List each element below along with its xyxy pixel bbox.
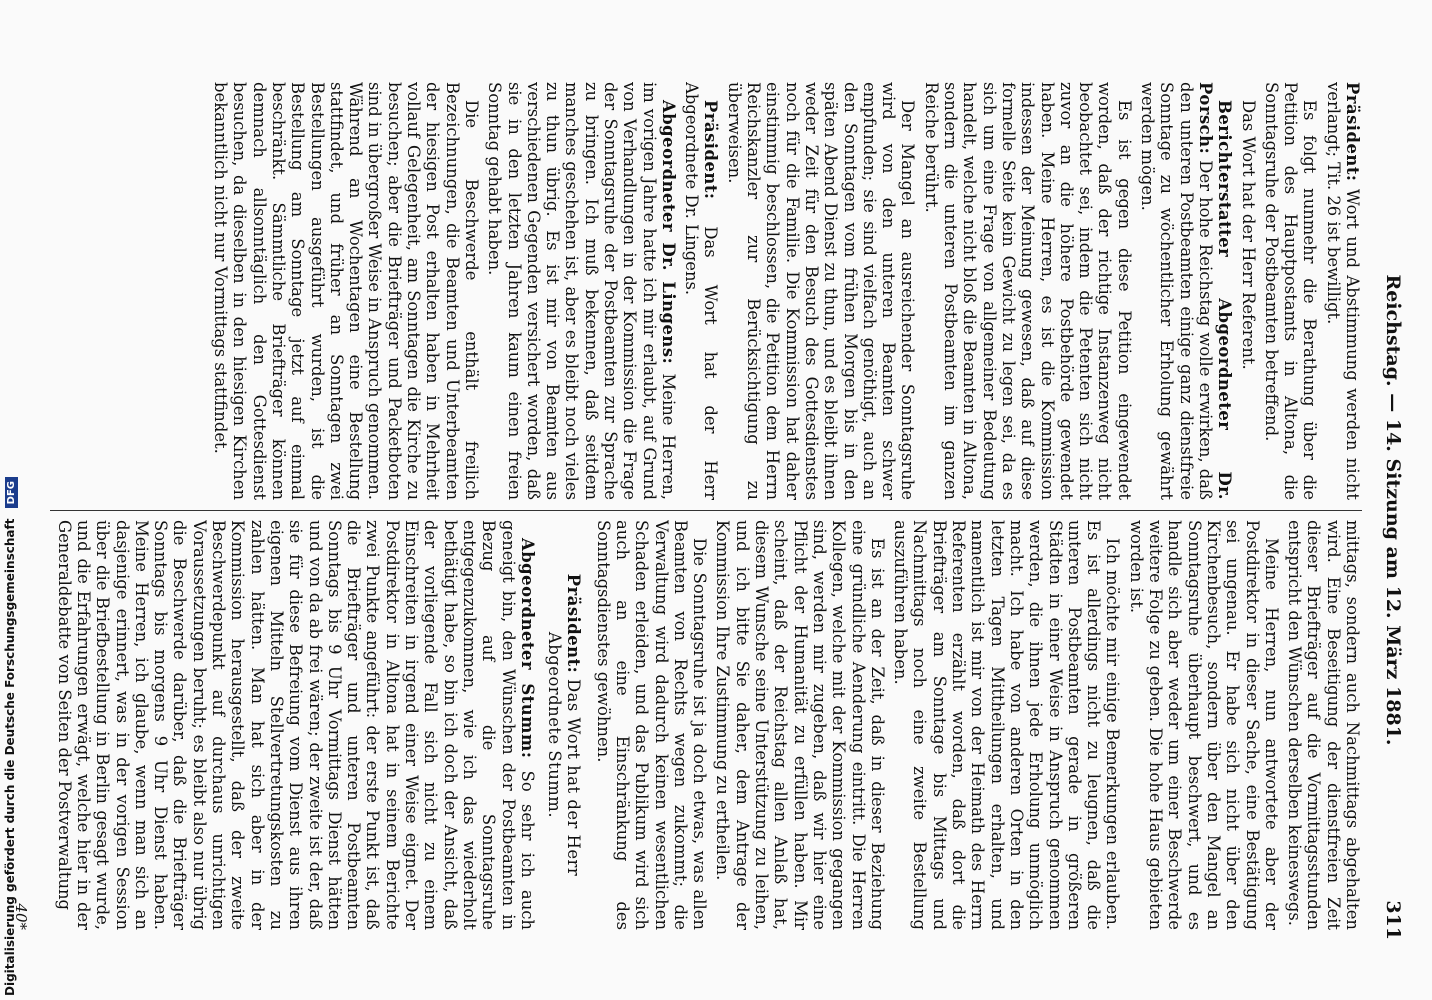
speaker-name: Berichterstatter Abgeordneter Dr. Porsch: bbox=[1195, 82, 1235, 500]
speaker-name: Abgeordneter Stumm: bbox=[517, 538, 537, 759]
speaker-name: Abgeordneter Dr. Lingens: bbox=[658, 100, 678, 365]
running-head bbox=[1378, 80, 1404, 940]
left-paragraph bbox=[1262, 82, 1320, 500]
right-paragraph bbox=[1285, 520, 1362, 930]
paragraph-text: Ich möchte mir einige Bemerkungen erlauben. Es ist allerdings nicht zu leugnen, daß die unteren Postbeamten gerade in größeren Städten in einer Weise in Anspruch genommen werden, die ihnen jede Erholung unmöglich macht. Ich habe von anderen Orten in den letzten Tagen Mittheilungen erhalten, und namentlich ist mir von der Heimath des Herrn Referenten erzählt worden, daß dort die Briefträger am Sonntage bis Mittags und Nachmittags noch eine zweite Bestellung auszuführen haben. bbox=[891, 520, 1123, 930]
speaker-name: Präsident: bbox=[701, 100, 721, 200]
paragraph-text: Es ist gegen diese Petition eingewendet worden, daß der richtige Instanzenweg nicht beobachtet sei, indem die Petenten sich nicht zuvor an die höhere Postbehörde gewendet haben. Meine Herren, es ist die Kommission indessen der Meinung gewesen, daß auf diese formelle Seite kein Gewicht zu legen sei, da es sich um eine Frage von allgemeiner Bedeutung handelt, welche nicht bloß die Beamten in Altona, sondern die unteren Postbeamten im ganzen Reiche berührt. bbox=[921, 82, 1134, 500]
column-divider bbox=[50, 510, 1362, 511]
left-paragraph bbox=[485, 82, 678, 500]
digitization-credit bbox=[2, 396, 22, 996]
paragraph-text: Die Beschwerde enthält freilich Bezeichnungen, die Beamten und Unterbeamten der hiesigen Post erhalten haben in Mehrheit vollauf Gelegenheit, am Sonntagen die Kirche zu besuchen; aber die Briefträger und Packetboten sind in übergroßer Weise in Anspruch genommen. Während an Wochentagen eine Bestellung stattfindet, und früher an Sonntagen zwei Bestellungen ausgeführt wurden, ist die Bestellung am Sonntage jetzt auf einmal beschränkt. Sämmtliche Briefträger können demnach allsonntäglich den Gottesdienst besuchen, da dieselben in den hiesigen Kirchen bekanntlich nicht nur Vormittags stattfindet. bbox=[211, 82, 481, 500]
paragraph-text: Es ist an der Zeit, daß in dieser Beziehung eine gründliche Aenderung eintritt. Die Herren Kollegen, welche mit der Kommission gegangen sind, werden mir zugeben, daß wir hier eine Pflicht der Humanität zu erfüllen haben. Mir scheint, daß der Reichstag allen Anlaß hat, diesem Wunsche seine Unterstützung zu leihen, und ich bitte Sie daher, dem Antrage der Kommission Ihre Zustimmung zu ertheilen. bbox=[713, 520, 887, 930]
left-paragraph bbox=[211, 82, 481, 500]
paragraph-text: Wort und Abstimmung werden nicht verlangt; Tit. 26 ist bewilligt. bbox=[1323, 82, 1362, 500]
paragraph-text: Meine Herren, nun antwortete aber der Postdirektor in dieser Sache, eine Bestätigung sei ungenau. Er habe sich nicht über den Kirchenbesuch, sondern über den Mangel an Sonntagsruhe überhaupt beschwert, und es handle sich aber weder um einer Beschwerde weitere Folge zu geben. Die hohe Haus gebieten worden ist. bbox=[1126, 520, 1281, 930]
paragraph-text: Der Mangel an ausreichender Sonntagsruhe wird von den unteren Beamten schwer empfunden; sie sind vielfach genöthigt, auch an den Sonntagen vom frühen Morgen bis in den späten Abend Dienst zu thun, und es bleibt ihnen weder Zeit für den Besuch des Gottesdienstes noch für die Familie. Die Kommission hat daher einstimmig beschlossen, die Petition dem Herrn Reichskanzler zur Berücksichtigung zu überweisen. bbox=[724, 82, 918, 500]
right-paragraph bbox=[593, 520, 709, 930]
left-paragraph bbox=[1138, 82, 1234, 500]
right-paragraph bbox=[545, 520, 584, 930]
digitization-credit-text bbox=[3, 477, 18, 996]
paragraph-text: mittags, sondern auch Nachmittags abgehalten wird. Eine Beseitigung der dienstfreien Zeit dieser Briefträger auf die Vormittagsstunden entspricht den Wünschen derselben keineswegs. bbox=[1285, 520, 1362, 930]
page-number: 311 bbox=[1382, 900, 1404, 940]
right-column bbox=[40, 520, 1362, 930]
left-column bbox=[40, 82, 1362, 500]
paragraph-text: Das Wort hat der Herr Referent. bbox=[1238, 100, 1258, 370]
right-paragraph bbox=[1126, 520, 1280, 930]
speaker-name: Präsident: bbox=[564, 573, 584, 674]
paragraph-text: Es folgt nunmehr die Berathung über die Petition des Hauptpostamts in Altona, die Sonntagsruhe der Postbeamten betreffend. bbox=[1261, 82, 1320, 500]
right-paragraph bbox=[713, 520, 887, 930]
paragraph-text: Die Sonntagsruhe ist ja doch etwas, was allen Beamten von Rechts wegen zukommt; die Verwaltung wird dadurch keinen wesentlichen Schaden erleiden, und das Publikum wird sich auch an eine Einschränkung des Sonntagsdienstes gewöhnen. bbox=[593, 520, 710, 930]
paragraph-text: Das Wort hat der Herr Abgeordnete Dr. Lingens. bbox=[682, 82, 721, 500]
paragraph-text: So sehr ich auch geneigt bin, den Wünschen der Postbeamten in Bezug auf die Sonntagsruhe entgegenzukommen, wie ich das wiederholt bethätigt habe, so bin ich doch der Ansicht, daß der vorliegende Fall sich nicht zu einem Einschreiten in irgend einer Weise eignet. Der Postdirektor in Altona hat in seinem Berichte zwei Punkte angeführt: der erste Punkt ist, daß die Briefträger und unteren Postbeamten Sonntags bis 9 Uhr Vormittags Dienst hätten und von da ab frei wären; der zweite ist der, daß sie für diese Befreiung vom Dienst aus ihren eigenen Mitteln Stellvertretungskosten zu zahlen hätten. Man hat sich aber in der Kommission herausgestellt, daß der zweite Beschwerdepunkt auf durchaus unrichtigen Voraussetzungen beruht; es bleibt also nur übrig die Beschwerde darüber, daß die Briefträger Sonntags bis morgens 9 Uhr Dienst haben. Meine Herren, ich glaube, wenn man sich an dasjenige erinnert, was in der vorigen Session über die Briefbestellung in Berlin gesagt wurde, und die Erfahrungen erwägt, welche hier in der Generaldebatte von Seiten der Postverwaltung bbox=[54, 520, 537, 930]
left-paragraph bbox=[1323, 82, 1362, 500]
dfg-logo: DFG bbox=[5, 477, 18, 508]
digitization-note: Digitalisierung gefördert durch die Deutsche Forschungsgemeinschaft bbox=[3, 518, 17, 996]
running-head-title: Reichstag. — 14. Sitzung am 12. März 1881. bbox=[1382, 274, 1404, 746]
left-paragraph bbox=[921, 82, 1133, 500]
left-paragraph bbox=[682, 82, 721, 500]
right-paragraph bbox=[54, 520, 536, 930]
paragraph-text: Meine Herren, im vorigen Jahre hatte ich mir erlaubt, auf Grund von Verhandlungen in der Kommission die Frage der Sonntagsruhe der Postbeamten zur Sprache zu bringen. Ich muß bekennen, daß seitdem manches geschehen ist, aber es bleibt noch vieles zu thun übrig. Es ist mir von Beamten aus verschiedenen Gegenden versichert worden, daß sie in den letzten Jahren kaum einen freien Sonntag gehabt haben. bbox=[485, 82, 678, 500]
paragraph-text: Das Wort hat der Herr Abgeordnete Stumm. bbox=[545, 631, 584, 877]
left-paragraph bbox=[1238, 82, 1257, 500]
signature-mark: 40* bbox=[12, 903, 30, 930]
left-paragraph bbox=[725, 82, 918, 500]
paragraph-text: Der hohe Reichstag wolle erwirken, daß den unteren Postbeamten einige ganz dienstfreie Sonntage zu wöchentlicher Erholung gewährt werden mögen. bbox=[1138, 82, 1215, 500]
right-paragraph bbox=[891, 520, 1123, 930]
speaker-name: Präsident: bbox=[1343, 82, 1362, 182]
